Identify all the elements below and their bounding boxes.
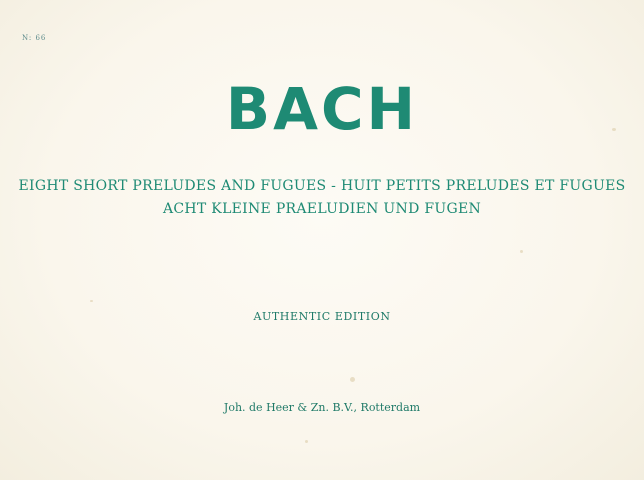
edition-label: AUTHENTIC EDITION — [253, 310, 391, 323]
work-title-line-1: EIGHT SHORT PRELUDES AND FUGUES - HUIT PETITS PRELUDES ET FUGUES — [18, 178, 626, 194]
work-title-line-2: ACHT KLEINE PRAELUDIEN UND FUGEN — [162, 201, 482, 217]
catalog-number: N: 66 — [22, 34, 47, 42]
paper-fleck — [305, 440, 308, 443]
paper-fleck — [350, 377, 355, 382]
paper-fleck — [90, 300, 93, 302]
publisher-line: Joh. de Heer & Zn. B.V., Rotterdam — [223, 401, 421, 414]
composer-title: BACH — [225, 75, 419, 143]
paper-fleck — [520, 250, 523, 253]
paper-fleck — [612, 128, 616, 131]
